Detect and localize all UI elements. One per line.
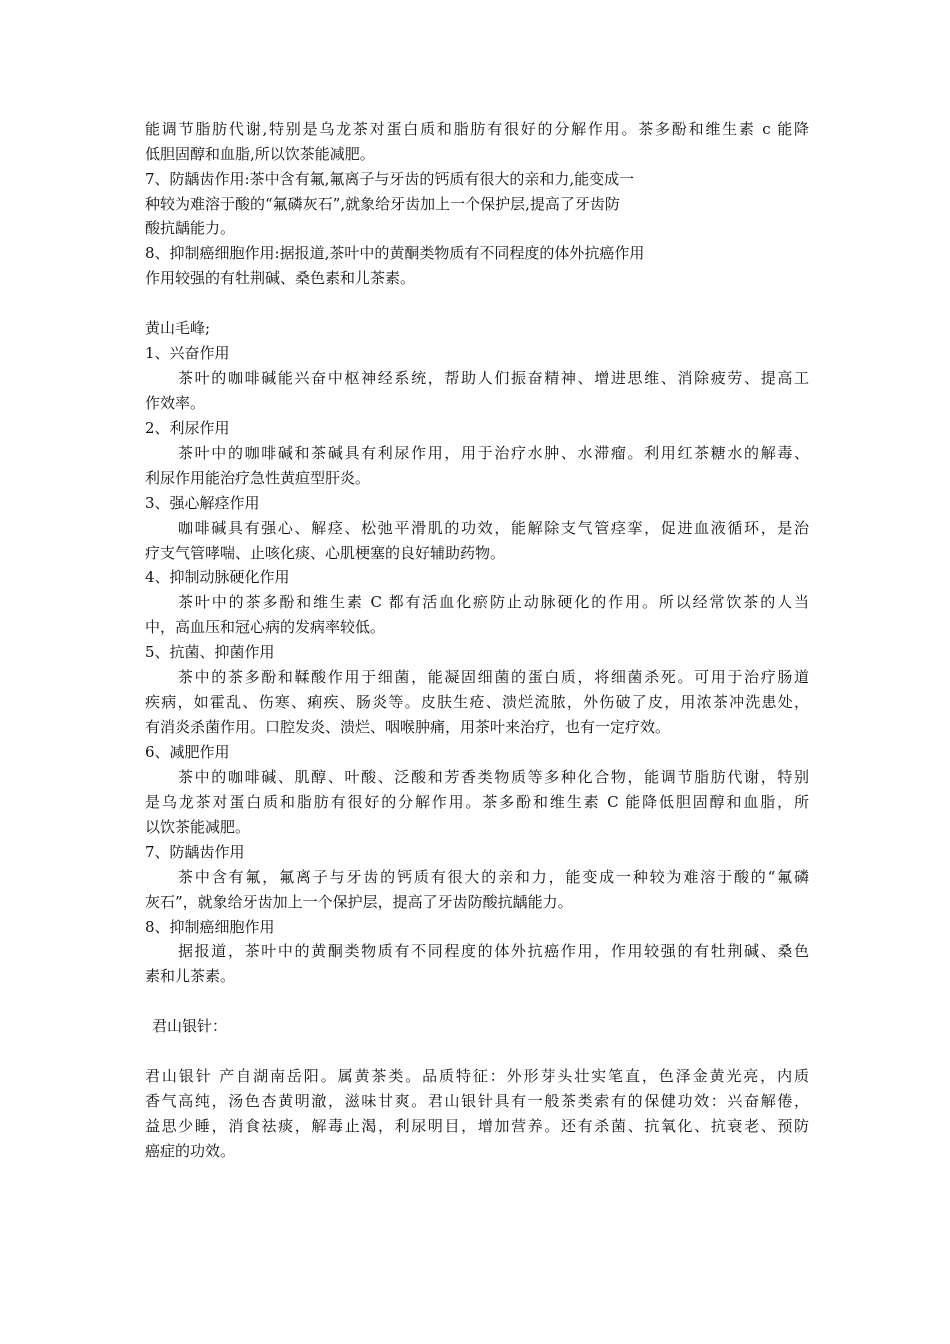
intro-line: 8、抑制癌细胞作用:据报道,茶叶中的黄酮类物质有不同程度的体外抗癌作用 bbox=[145, 244, 645, 262]
item-line: 茶叶中的茶多酚和维生素 C 都有活血化瘀防止动脉硬化的作用。所以经常饮茶的人当 bbox=[178, 593, 809, 611]
intro-line: 低胆固醇和血脂,所以饮茶能减肥。 bbox=[145, 145, 375, 163]
section-title-junshan: 君山银针： bbox=[152, 1017, 228, 1035]
intro-line: 种较为难溶于酸的“氟磷灰石”,就象给牙齿加上一个保护层,提高了牙齿防 bbox=[145, 195, 620, 213]
item-line: 灰石”，就象给牙齿加上一个保护层，提高了牙齿防酸抗龋能力。 bbox=[145, 893, 573, 911]
item-line: 疾病，如霍乱、伤寒、痢疾、肠炎等。皮肤生疮、溃烂流脓，外伤破了皮，用浓茶冲洗患处， bbox=[145, 693, 809, 711]
item-heading: 4、抑制动脉硬化作用 bbox=[145, 568, 290, 586]
item-heading: 8、抑制癌细胞作用 bbox=[145, 918, 275, 936]
item-heading: 6、减肥作用 bbox=[145, 743, 230, 761]
item-heading: 7、防龋齿作用 bbox=[145, 843, 245, 861]
junshan-line: 益思少睡，消食祛痰，解毒止渴，利尿明目，增加营养。还有杀菌、抗氧化、抗衰老、预防 bbox=[145, 1117, 809, 1135]
item-line: 作效率。 bbox=[145, 394, 206, 412]
item-line: 茶中含有氟，氟离子与牙齿的钙质有很大的亲和力，能变成一种较为难溶于酸的“氟磷 bbox=[178, 868, 809, 886]
section-title-huangshan: 黄山毛峰; bbox=[145, 319, 211, 337]
item-line: 据报道，茶叶中的黄酮类物质有不同程度的体外抗癌作用，作用较强的有牡荆碱、桑色 bbox=[178, 942, 809, 960]
item-line: 茶叶中的咖啡碱和茶碱具有利尿作用，用于治疗水肿、水滞瘤。利用红茶糖水的解毒、 bbox=[178, 444, 809, 462]
item-line: 咖啡碱具有强心、解痉、松弛平滑肌的功效，能解除支气管痉挛，促进血液循环，是治 bbox=[178, 519, 809, 537]
intro-line: 作用较强的有牡荆碱、桑色素和儿茶素。 bbox=[145, 269, 416, 287]
junshan-line: 香气高纯，汤色杏黄明澈，滋味甘爽。君山银针具有一般茶类索有的保健功效：兴奋解倦， bbox=[145, 1092, 809, 1110]
intro-line: 酸抗龋能力。 bbox=[145, 219, 236, 237]
item-heading: 3、强心解痉作用 bbox=[145, 494, 260, 512]
junshan-line: 君山银针 产自湖南岳阳。属黄茶类。品质特征：外形芽头壮实笔直，色泽金黄光亮，内质 bbox=[145, 1067, 809, 1085]
item-line: 中，高血压和冠心病的发病率较低。 bbox=[145, 618, 386, 636]
intro-line: 7、防龋齿作用:茶中含有氟,氟离子与牙齿的钙质有很大的亲和力,能变成一 bbox=[145, 170, 635, 188]
item-line: 茶叶的咖啡碱能兴奋中枢神经系统，帮助人们振奋精神、增进思维、消除疲劳、提高工 bbox=[178, 369, 809, 387]
item-line: 是乌龙茶对蛋白质和脂肪有很好的分解作用。茶多酚和维生素 C 能降低胆固醇和血脂，所 bbox=[145, 793, 809, 811]
item-line: 有消炎杀菌作用。口腔发炎、溃烂、咽喉肿痛，用茶叶来治疗，也有一定疗效。 bbox=[145, 718, 671, 736]
item-heading: 1、兴奋作用 bbox=[145, 344, 230, 362]
item-line: 利尿作用能治疗急性黄疸型肝炎。 bbox=[145, 469, 371, 487]
item-line: 素和儿茶素。 bbox=[145, 967, 236, 985]
item-heading: 5、抗菌、抑菌作用 bbox=[145, 643, 275, 661]
item-heading: 2、利尿作用 bbox=[145, 419, 230, 437]
item-line: 茶中的茶多酚和鞣酸作用于细菌，能凝固细菌的蛋白质，将细菌杀死。可用于治疗肠道 bbox=[178, 668, 809, 686]
item-line: 疗支气管哮喘、止咳化痰、心肌梗塞的良好辅助药物。 bbox=[145, 544, 506, 562]
intro-line: 能调节脂肪代谢,特别是乌龙茶对蛋白质和脂肪有很好的分解作用。茶多酚和维生素 c 能降 bbox=[145, 120, 809, 138]
item-line: 以饮茶能减肥。 bbox=[145, 818, 251, 836]
junshan-line: 癌症的功效。 bbox=[145, 1142, 236, 1160]
item-line: 茶中的咖啡碱、肌醇、叶酸、泛酸和芳香类物质等多种化合物，能调节脂肪代谢，特别 bbox=[178, 768, 809, 786]
